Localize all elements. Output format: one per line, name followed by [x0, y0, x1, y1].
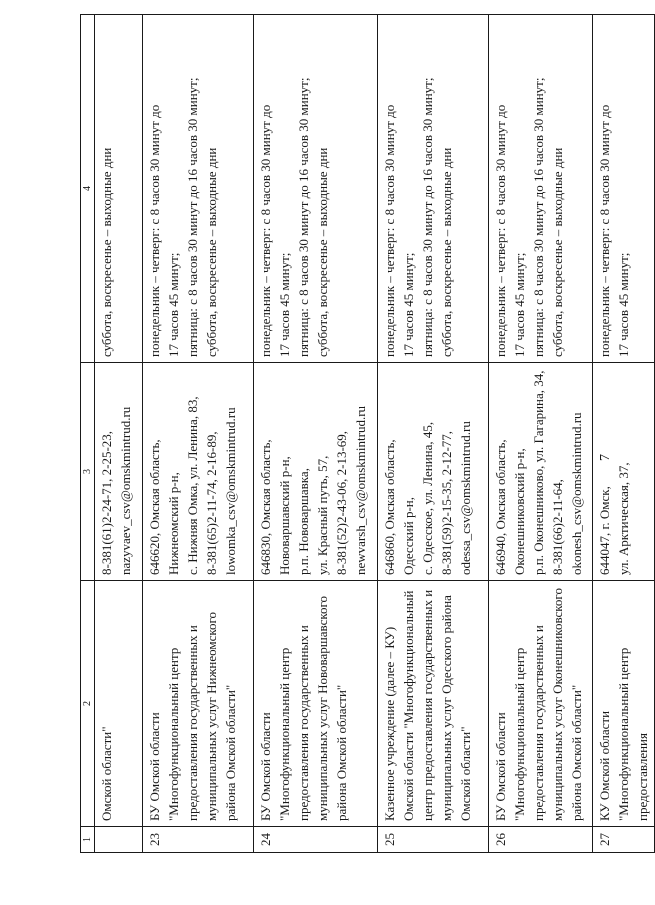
- address-email: nazyvaev_csv@omskmintrud.ru: [118, 406, 133, 575]
- header-col-1: 1: [81, 827, 95, 853]
- row-number: 25: [378, 827, 489, 853]
- address-line: с. Нижняя Омка, ул. Ленина, 83,: [185, 396, 200, 575]
- hours-cell: [378, 15, 489, 363]
- organization-name: КУ Омской области "Многофункциональный центр предоставления: [593, 581, 655, 827]
- address-cell: [378, 363, 489, 581]
- table-row: [254, 15, 378, 853]
- address-phone: 8-381(59)2-15-35, 2-12-77,: [439, 430, 454, 575]
- hours-line: понедельник – четверг: с 8 часов 30 минут до: [382, 104, 397, 357]
- row-number: [95, 827, 143, 853]
- address-cell: [143, 363, 254, 581]
- address-line: с. Одесское, ул. Ленина, 45,: [420, 421, 435, 575]
- organization-name: БУ Омской области "Многофункциональный центр предоставления государственных и муниципальных услуг Оконешниковского района Омской области": [489, 581, 593, 827]
- row-number: 26: [489, 827, 593, 853]
- organization-name: БУ Омской области "Многофункциональный центр предоставления государственных и муниципальных услуг Нововаршавского района Омской области": [254, 581, 378, 827]
- hours-line: пятница: с 8 часов 30 минут до 16 часов 30 минут;: [420, 77, 435, 357]
- hours-cell: [593, 15, 655, 363]
- hours-line: суббота, воскресенье – выходные дни: [204, 147, 219, 357]
- row-number: 27: [593, 827, 655, 853]
- hours-cell: [143, 15, 254, 363]
- address-cell: [489, 363, 593, 581]
- hours-line: пятница: с 8 часов 30 минут до 16 часов 30 минут;: [185, 77, 200, 357]
- header-col-2: 2: [81, 581, 95, 827]
- table-row: [593, 15, 655, 853]
- address-email: odessa_csv@omskmintrud.ru: [458, 421, 473, 575]
- organization-name: БУ Омской области "Многофункциональный центр предоставления государственных и муниципальных услуг Нижнеомского района Омской области": [143, 581, 254, 827]
- address-phone: 8-381(66)2-11-64,: [550, 479, 565, 575]
- table-row: [143, 15, 254, 853]
- address-line: 646620, Омская область,: [147, 439, 162, 575]
- table-row: [378, 15, 489, 853]
- hours-line: пятница: с 8 часов 30 минут до 16 часов 30 минут;: [531, 77, 546, 357]
- address-cell: [95, 363, 143, 581]
- hours-line: суббота, воскресенье – выходные дни: [550, 147, 565, 357]
- hours-line: понедельник – четверг: с 8 часов 30 минут до: [493, 104, 508, 357]
- address-line: ул. Арктическая, 37,: [616, 462, 631, 575]
- hours-line: понедельник – четверг: с 8 часов 30 минут до: [258, 104, 273, 357]
- row-number: 23: [143, 827, 254, 853]
- address-phone: 8-381(65)2-11-74, 2-16-89,: [204, 431, 219, 575]
- address-line: 646830, Омская область,: [258, 439, 273, 575]
- address-email: newvarsh_csv@omskmintrud.ru: [353, 405, 368, 575]
- address-line: р.п. Нововаршавка,: [296, 468, 311, 575]
- row-number: 24: [254, 827, 378, 853]
- address-cell: [254, 363, 378, 581]
- address-line: 646940, Омская область,: [493, 439, 508, 575]
- header-col-3: 3: [81, 363, 95, 581]
- address-line: Оконешниковский р-н,: [512, 448, 527, 575]
- table-row: [95, 15, 143, 853]
- table-row: [489, 15, 593, 853]
- address-cell: [593, 363, 655, 581]
- hours-line: 17 часов 45 минут;: [277, 252, 292, 357]
- hours-line: суббота, воскресенье – выходные дни: [315, 147, 330, 357]
- hours-line: суббота, воскресенье – выходные дни: [99, 147, 114, 357]
- address-line: Одесский р-н,: [401, 497, 416, 575]
- hours-line: пятница: с 8 часов 30 минут до 16 часов 30 минут;: [296, 77, 311, 357]
- hours-line: 17 часов 45 минут;: [512, 252, 527, 357]
- hours-line: суббота, воскресенье – выходные дни: [439, 147, 454, 357]
- address-line: 8-381(61)2-24-71, 2-25-23,: [99, 430, 114, 575]
- hours-cell: [95, 15, 143, 363]
- address-email: lowomka_csv@omskmintrud.ru: [223, 407, 238, 575]
- hours-line: понедельник – четверг: с 8 часов 30 минут до: [147, 104, 162, 357]
- address-line: Нижнеомский р-н,: [166, 472, 181, 575]
- address-line: ул. Красный путь, 57,: [315, 455, 330, 575]
- hours-line: 17 часов 45 минут;: [401, 252, 416, 357]
- organization-name: Омской области": [95, 581, 143, 827]
- hours-line: 17 часов 45 минут;: [616, 252, 631, 357]
- hours-cell: [254, 15, 378, 363]
- hours-cell: [489, 15, 593, 363]
- hours-line: 17 часов 45 минут;: [166, 252, 181, 357]
- address-line: 644047, г. Омск,: [597, 486, 612, 575]
- services-table: [80, 14, 655, 853]
- address-line: 646860, Омская область,: [382, 439, 397, 575]
- address-line: р.п. Оконешниково, ул. Гагарина, 34,: [531, 370, 546, 575]
- organization-name: Казенное учреждение (далее – КУ) Омской области "Многофункциональный центр предоставления государственных и муниципальных услуг Одесского района Омской области": [378, 581, 489, 827]
- address-line: Нововаршавский р-н,: [277, 456, 292, 575]
- address-email: okonesh_csv@omskmintrud.ru: [569, 412, 584, 575]
- header-col-4: 4: [81, 15, 95, 363]
- hours-line: понедельник – четверг: с 8 часов 30 минут до: [597, 104, 612, 357]
- address-phone: 8-381(52)2-43-06, 2-13-69,: [334, 430, 349, 575]
- table-header-row: [81, 15, 95, 853]
- page-number: 7: [598, 454, 613, 461]
